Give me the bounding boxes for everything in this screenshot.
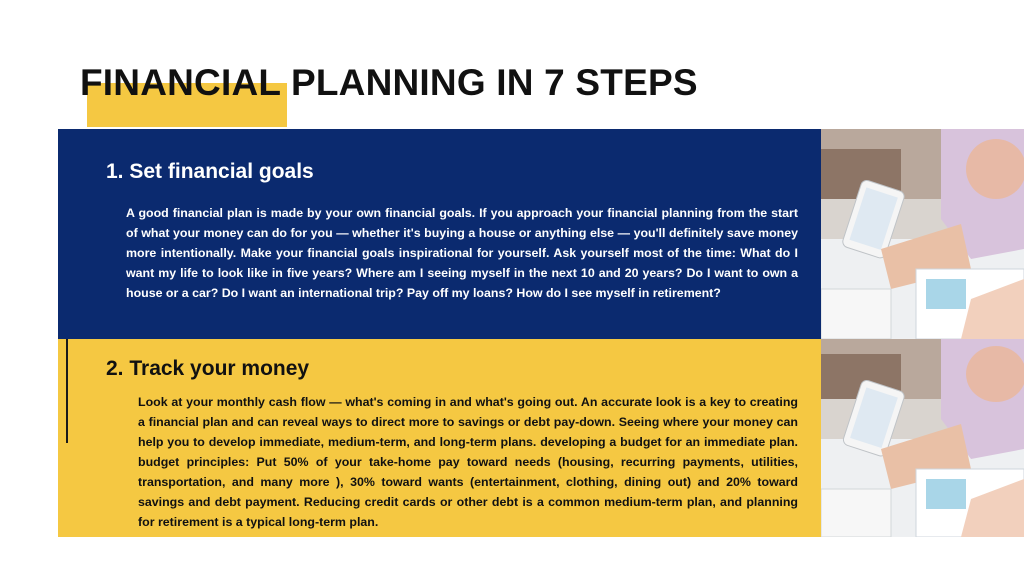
business-meeting-photo [821,129,1024,339]
section-heading: 1. Set financial goals [106,160,314,183]
section-set-financial-goals [58,129,821,339]
decorative-bar [66,339,68,443]
page-title: FINANCIAL PLANNING IN 7 STEPS [80,62,698,103]
section-heading: 2. Track your money [106,357,310,380]
section-body: Look at your monthly cash flow — what's coming in and what's going out. An accurate look is a key to creating a financial plan and can reveal ways to direct more to savings or debt pay-down. Seeing where your money can help you to develop immediate, medium-term, and long-term plans. developing a budget for an immediate plan. budget principles: Put 50% of your take-home pay toward needs (housing, recurring payments, utilities, transportation, and many more ), 30% toward wants (entertainment, clothing, dining out) and 20% toward savings and debt payment. Reducing credit cards or other debt is a common medium-term plan, and planning for retirement is a typical long-term plan. [138,395,798,529]
section-body: A good financial plan is made by your own financial goals. If you approach your financial planning from the start of what your money can do for you — whether it's buying a house or anything else — you'll definitely save money more intentionally. Make your financial goals inspirational for yourself. Ask yourself most of the time: What do I want my life to look like in five years? Where am I seeing myself in the next 10 and 20 years? Do I want to own a house or a car? Do I want an international trip? Pay off my loans? How do I see myself in retirement? [126,206,798,300]
section-track-your-money [58,339,821,537]
business-meeting-photo [821,339,1024,537]
